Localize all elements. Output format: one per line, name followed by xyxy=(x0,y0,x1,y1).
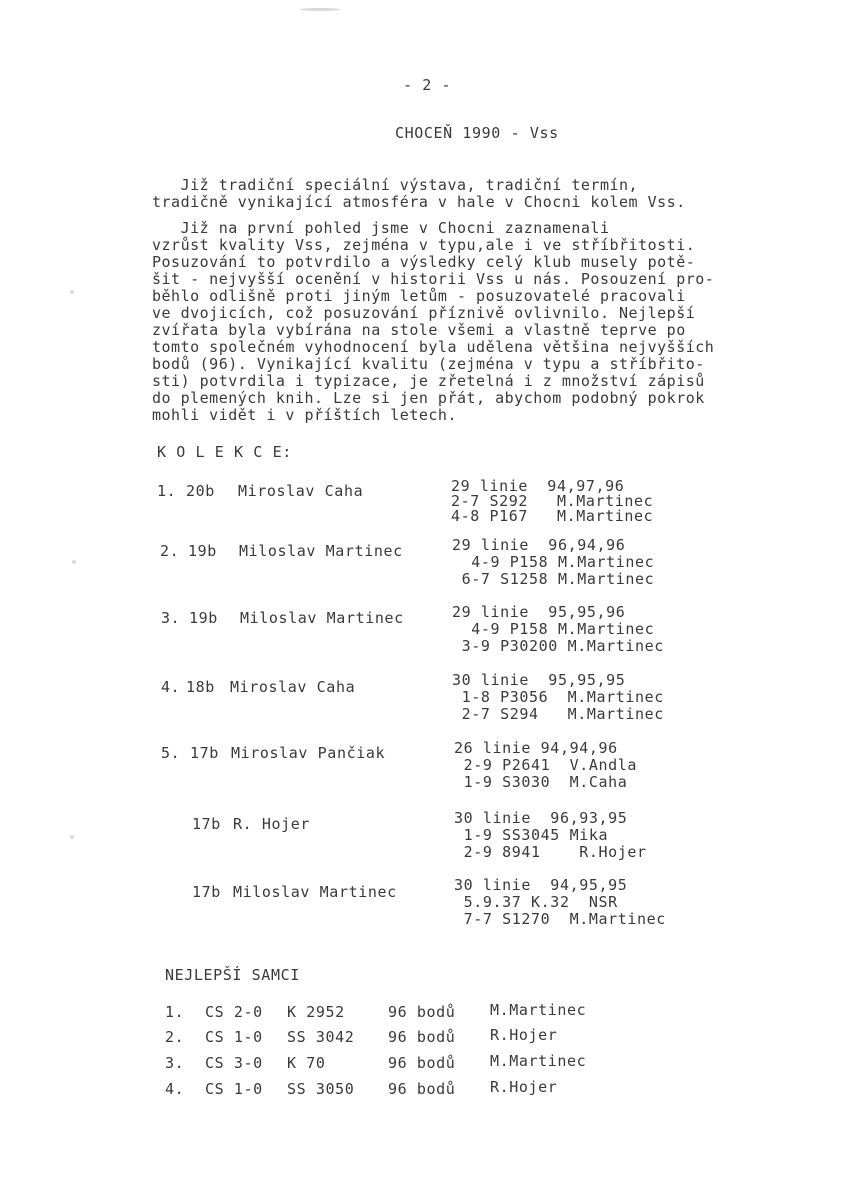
cs-code: CS 2-0 xyxy=(205,1003,263,1021)
entry-line: 7-7 S1270 M.Martinec xyxy=(454,910,666,928)
exhibitor-name: Miroslav Pančiak xyxy=(231,744,386,762)
points: 19b xyxy=(189,609,218,627)
points: 19b xyxy=(188,542,217,560)
registration: SS 3042 xyxy=(287,1028,355,1046)
paragraph-line: ve dvojicích, což posuzování příznivě ovlivnilo. Nejlepší xyxy=(152,304,696,322)
entry-line: 2-7 S292 M.Martinec xyxy=(451,492,654,510)
entry-line: 26 linie 94,94,96 xyxy=(454,739,618,757)
entry-line: 30 linie 96,93,95 xyxy=(454,809,628,827)
scan-mark xyxy=(300,8,340,11)
paragraph-line: tradičně vynikající atmosféra v hale v Chocni kolem Vss. xyxy=(152,193,686,211)
registration: SS 3050 xyxy=(287,1080,355,1098)
paragraph-line: Posuzování to potvrdilo a výsledky celý klub musely potě- xyxy=(152,253,696,271)
score: 96 bodů xyxy=(388,1054,456,1072)
entry-line: 6-7 S1258 M.Martinec xyxy=(452,570,655,588)
paragraph-line: Již tradiční speciální výstava, tradiční termín, xyxy=(152,176,639,194)
exhibitor-name: Miroslav Caha xyxy=(230,678,356,696)
cs-code: CS 1-0 xyxy=(205,1028,263,1046)
entry-line: 1-8 P3056 M.Martinec xyxy=(452,688,664,706)
points: 20b xyxy=(186,482,215,500)
scan-mark xyxy=(72,560,76,564)
points: 18b xyxy=(186,678,215,696)
entry-line: 4-9 P158 M.Martinec xyxy=(452,553,655,571)
breeder: M.Martinec xyxy=(490,1001,587,1019)
entry-line: 2-7 S294 M.Martinec xyxy=(452,705,664,723)
entry-line: 29 linie 96,94,96 xyxy=(452,536,626,554)
entry-line: 3-9 P30200 M.Martinec xyxy=(452,637,664,655)
scan-mark xyxy=(70,835,74,839)
rank: 4. xyxy=(165,1080,185,1098)
entry-line: 2-9 P2641 V.Andla xyxy=(454,756,637,774)
rank: 3. xyxy=(161,609,181,627)
page-number: - 2 - xyxy=(403,76,452,94)
cs-code: CS 3-0 xyxy=(205,1054,263,1072)
rank: 1. xyxy=(157,482,177,500)
paragraph-line: šit - nejvyšší ocenění v historii Vss u nás. Posouzení pro- xyxy=(152,270,715,288)
breeder: R.Hojer xyxy=(490,1078,558,1096)
entry-line: 30 linie 94,95,95 xyxy=(454,876,628,894)
exhibitor-name: Miroslav Caha xyxy=(238,482,364,500)
exhibitor-name: R. Hojer xyxy=(233,815,311,833)
entry-line: 30 linie 95,95,95 xyxy=(452,671,626,689)
breeder: R.Hojer xyxy=(490,1026,558,1044)
paragraph-line: tomto společném vyhodnocení byla udělena většina nejvyšších xyxy=(152,338,715,356)
entry-line: 4-8 P167 M.Martinec xyxy=(451,507,654,525)
page-title: CHOCEŇ 1990 - Vss xyxy=(395,124,559,142)
rank: 5. xyxy=(161,744,181,762)
registration: K 2952 xyxy=(287,1003,345,1021)
rank: 3. xyxy=(165,1054,185,1072)
exhibitor-name: Miloslav Martinec xyxy=(233,883,397,901)
breeder: M.Martinec xyxy=(490,1052,587,1070)
rank: 2. xyxy=(165,1028,185,1046)
entry-line: 1-9 S3030 M.Caha xyxy=(454,773,628,791)
paragraph-line: vzrůst kvality Vss, zejména v typu,ale i ve stříbřitosti. xyxy=(152,236,696,254)
paragraph-line: zvířata byla vybírána na stole všemi a vlastně teprve po xyxy=(152,321,686,339)
score: 96 bodů xyxy=(388,1028,456,1046)
rank: 1. xyxy=(165,1003,185,1021)
entry-line: 5.9.37 K.32 NSR xyxy=(454,893,618,911)
points: 17b xyxy=(192,815,221,833)
paragraph-line: do plemených knih. Lze si jen přát, abychom podobný pokrok xyxy=(152,389,705,407)
paragraph-line: bodů (96). Vynikající kvalitu (zejména v typu a stříbřito- xyxy=(152,355,705,373)
cs-code: CS 1-0 xyxy=(205,1080,263,1098)
section-title-kolekce: K O L E K C E: xyxy=(157,443,292,461)
registration: K 70 xyxy=(287,1054,326,1072)
exhibitor-name: Miloslav Martinec xyxy=(240,609,404,627)
section-title-samci: NEJLEPŠÍ SAMCI xyxy=(165,966,300,984)
points: 17b xyxy=(192,883,221,901)
entry-line: 4-9 P158 M.Martinec xyxy=(452,620,655,638)
entry-line: 29 linie 94,97,96 xyxy=(451,477,625,495)
rank: 2. xyxy=(160,542,180,560)
paragraph-line: mohli vidět i v příštích letech. xyxy=(152,406,457,424)
scan-mark xyxy=(70,290,74,294)
paragraph-line: sti) potvrdila i typizace, je zřetelná i z množství zápisů xyxy=(152,372,705,390)
paragraph-line: Již na první pohled jsme v Chocni zaznamenali xyxy=(152,219,610,237)
score: 96 bodů xyxy=(388,1080,456,1098)
entry-line: 2-9 8941 R.Hojer xyxy=(454,843,647,861)
entry-line: 1-9 SS3045 Mika xyxy=(454,826,609,844)
rank: 4. xyxy=(161,678,181,696)
paragraph-line: běhlo odlišně proti jiným letům - posuzovatelé pracovali xyxy=(152,287,686,305)
points: 17b xyxy=(190,744,219,762)
entry-line: 29 linie 95,95,96 xyxy=(452,603,626,621)
exhibitor-name: Miloslav Martinec xyxy=(239,542,403,560)
score: 96 bodů xyxy=(388,1003,456,1021)
